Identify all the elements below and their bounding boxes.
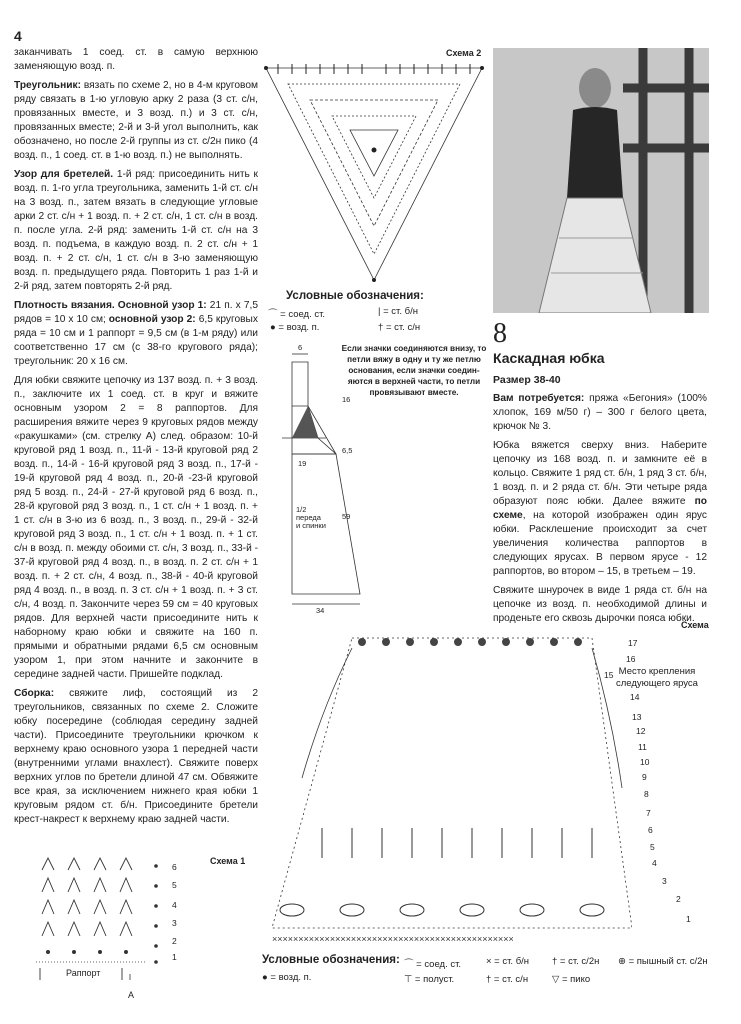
row-num-8: 8 — [644, 789, 649, 799]
dim-top: 6 — [298, 343, 303, 352]
legend-bottom-sc: × = ст. б/н — [486, 956, 530, 967]
assembly-paragraph: Сборка: свяжите лиф, состоящий из 2 треугольников, связанных по схеме 2. Сложите юбку посередине (соблюдая середину задней части). Присоедините треугольники крючком к верхнему краю основного узора 1 передней части (внутренними углами внахлест). Свяжите поверх верхних углов по бретели длиной 47 см. Обвяжите все края, за исключением нижнего края юбки 1 круговым рядом ст. б/н. Присоедините бретели крест-накрест к верхнему краю задней части. — [14, 688, 258, 825]
density-paragraph: Плотность вязания. Основной узор 1: 21 п. х 7,5 рядов = 10 х 10 см; основной узор 2: 6,5 круговых ряда = 10 см и 1 раппорт = 9,5 см (в 1-м ряду) или соответственно 17 см (с 38-го кругового ряда); треугольник: 20 х 16 см. — [14, 300, 258, 367]
dim-19: 19 — [298, 459, 307, 468]
legend-bottom-hdc: ⊤ = полуст. — [404, 974, 455, 985]
pattern-label: 1/2 переда и спинки — [296, 505, 326, 530]
row-num-3: 3 — [662, 876, 667, 886]
legend-chain: ● = возд. п. — [270, 322, 320, 333]
article-title: Каскадная юбка — [493, 350, 605, 366]
scheme1-row-4: 4 — [172, 900, 177, 910]
right-text-column — [493, 373, 707, 631]
scheme1-row-2: 2 — [172, 936, 177, 946]
scheme1-row-1: 1 — [172, 952, 177, 962]
legend-slip-stitch: ⌒ = соед. ст. — [268, 309, 326, 320]
straps-paragraph: Узор для бретелей. 1-й ряд: присоединить нить к возд. п. 1-го угла треугольника, заменить 1-й ст. с/н на 3 возд. п., затем вязать в следующие угловые арки 2 ст. с/н + 1 возд. п. + 2 ст. с/н, 1 ст. с/н в возд. п. после угла. 2-й ряд: заменить 1-й ст. с/н на 3 возд. п. подъема, в каждую возд. п. 2 ст. с/н + 1 возд. п. + 2 ст. с/н, 1 ст. с/н в 3-ю заменяющую возд. п. предыдущего ряда. Повторить 1 раз 1-й и 2-й ряд, затем повторять 2-й ряд. — [14, 169, 258, 292]
row-num-9: 9 — [642, 772, 647, 782]
row-num-6: 6 — [648, 825, 653, 835]
triangle-outline — [266, 68, 482, 280]
triangle-paragraph: Треугольник: вязать по схеме 2, но в 4-м круговом ряду связать в 1-ю угловую арку 2 раза (3 ст. с/н, провязанных вместе, и 3 возд. п.) и 3 ст. с/н, провязанных вместе; 2-й и 3-й угол выполнить, как обозначено, но после 2-й группы из ст. с/2н пико (4 возд. п., 1 соед. ст. в 1-ю возд. п.) не выполнять. — [14, 80, 258, 161]
legend-bottom-slip: ⌒ = соед. ст. — [404, 959, 462, 970]
row-num-15: 15 — [604, 670, 614, 680]
row-num-7: 7 — [646, 808, 651, 818]
symbols-note: Если значки соединяются внизу, то петли вяжу в одну и ту же петлю основания, если значки соедин- яются в верхней части, то петли провязывают вместе. — [341, 344, 487, 397]
page-number: 4 — [14, 28, 22, 44]
scheme1-row-6: 6 — [172, 862, 177, 872]
scheme2-title: Схема 2 — [446, 48, 482, 58]
scheme1-title: Схема 1 — [210, 856, 246, 866]
photo-illustration — [493, 48, 709, 313]
row-num-16: 16 — [626, 654, 636, 664]
row-num-14: 14 — [630, 692, 640, 702]
row-num-2: 2 — [676, 894, 681, 904]
row-num-11: 11 — [638, 742, 647, 752]
instructions-paragraph: Юбка вяжется сверху вниз. Наберите цепочку из 168 возд. п. и замкните её в кольцо. Свяжите 1 ряд ст. б/н, 1 ряд 3 ст. б/н, 1 возд. п. и 2 ряда ст. б/н. Эти четыре ряда образуют пояс юбки. Далее вяжите по схеме, на которой изображен один ярус юбки. Расклешение происходит за счет увеличения количества раппортов в следующих ярусах. В первом ярусе - 12 раппортов, во втором – 15, в третьем – 19. — [493, 440, 707, 577]
arrow-a-label: А — [128, 990, 135, 1000]
scheme2-triangle-diagram — [258, 58, 490, 290]
scheme1-row-3: 3 — [172, 918, 177, 928]
row-num-1: 1 — [686, 914, 691, 924]
left-text-column — [14, 46, 258, 832]
attach-label: Место крепления следующего яруса — [616, 666, 698, 689]
bottom-legend-title: Условные обозначения: — [262, 954, 400, 966]
skirt-paragraph: Для юбки свяжите цепочку из 137 возд. п. + 3 возд. п., заключите их 1 соед. ст. в круг и вяжите основным узором 2 = 8 раппортов. Для расширения вяжите через 9 круговых рядов между «ракушками» (см. стрелку А) след. образом: 10-й круговой ряд 1 возд. п., 11-й - 13-й круговой ряд 2 возд. п., 14-й - 16-й круговой ряд 3 возд. п., 17-й - 19-й круговой ряд 4 возд. п., 20-й -23-й круговой ряд 5 возд. п., 24-й - 27-й круговой ряд 6 возд. п., 28-й круговой ряд 3 возд. п., 1 ст. с/н + 1 возд. п. + 1 ст. с/н в 3-ю из 6 возд. п., 3 возд. п., 29-й - 32-й круговой ряд 3 возд. п., 1 ст. с/н + 1 возд. п. + 1 ст. с/н в возд. п. между обоими ст. с/н, 3 возд. п., 33-й - 37-й круговой ряд 4 возд. п., в возд. п. 2 ст. с/н + 1 возд. п. + 2 ст. с/н, 4 возд. п., 38-й - 40-й круговой ряд 4 возд. п., в возд. п. 3 ст. с/н + 1 возд. п. + 3 ст. с/н, 4 возд. п. Закончите через 59 см = 40 круговых рядов. Для верхней части присоедините нить к наборному краю юбки и свяжите на 160 п. прямыми и обратными рядами 6,5 см основным узором 1, при этом начните и закончите в середине задней части. Пришейте подклад. — [14, 375, 258, 680]
row-num-13: 13 — [632, 712, 642, 722]
article-number: 8 — [493, 318, 507, 349]
legend-bottom-picot: ▽ = пико — [552, 974, 591, 985]
row-num-17: 17 — [628, 638, 638, 648]
legend-bottom-puff: ⊕ = пышный ст. с/2н — [618, 956, 708, 967]
rapport-label: Раппорт — [66, 968, 101, 978]
legend-bottom-dc: † = ст. с/н — [486, 974, 529, 985]
skirt-scheme-title: Схема — [681, 620, 709, 630]
row-num-12: 12 — [636, 726, 646, 736]
dim-16: 16 — [342, 395, 351, 404]
materials-paragraph: Вам потребуется: пряжа «Бегония» (100% хлопок, 169 м/50 г) – 300 г белого цвета, крючок № 3. — [493, 393, 707, 432]
scheme1-diagram — [26, 856, 176, 986]
legend-single-crochet: | = ст. б/н — [378, 306, 418, 317]
drawstring-paragraph: Свяжите шнурочек в виде 1 ряда ст. б/н на цепочке из возд. п. необходимой длины и проденьте его сквозь дырочки пояса юбки. — [493, 585, 707, 624]
scheme2-legend-title: Условные обозначения: — [286, 290, 424, 302]
legend-bottom-chain: ● = возд. п. — [262, 972, 312, 983]
intro-paragraph: заканчивать 1 соед. ст. в самую верхнюю заменяющую возд. п. — [14, 47, 258, 72]
size-line: Размер 38-40 — [493, 374, 561, 386]
legend-bottom-tr: † = ст. с/2н — [552, 956, 600, 967]
row-num-4: 4 — [652, 858, 657, 868]
dim-59: 59 — [342, 512, 351, 521]
dim-34: 34 — [316, 606, 325, 615]
row-num-10: 10 — [640, 757, 650, 767]
dim-6-5: 6,5 — [342, 446, 353, 455]
row-num-5: 5 — [650, 842, 655, 852]
svg-text:××××××××××××××××××××××××××××××: ×××××××××××××××××××××××××××××××××××××××××××××× — [272, 934, 514, 944]
model-photo — [493, 48, 709, 313]
skirt-scheme-diagram — [262, 628, 632, 946]
scheme1-row-5: 5 — [172, 880, 177, 890]
legend-double-crochet: † = ст. с/н — [378, 322, 421, 333]
